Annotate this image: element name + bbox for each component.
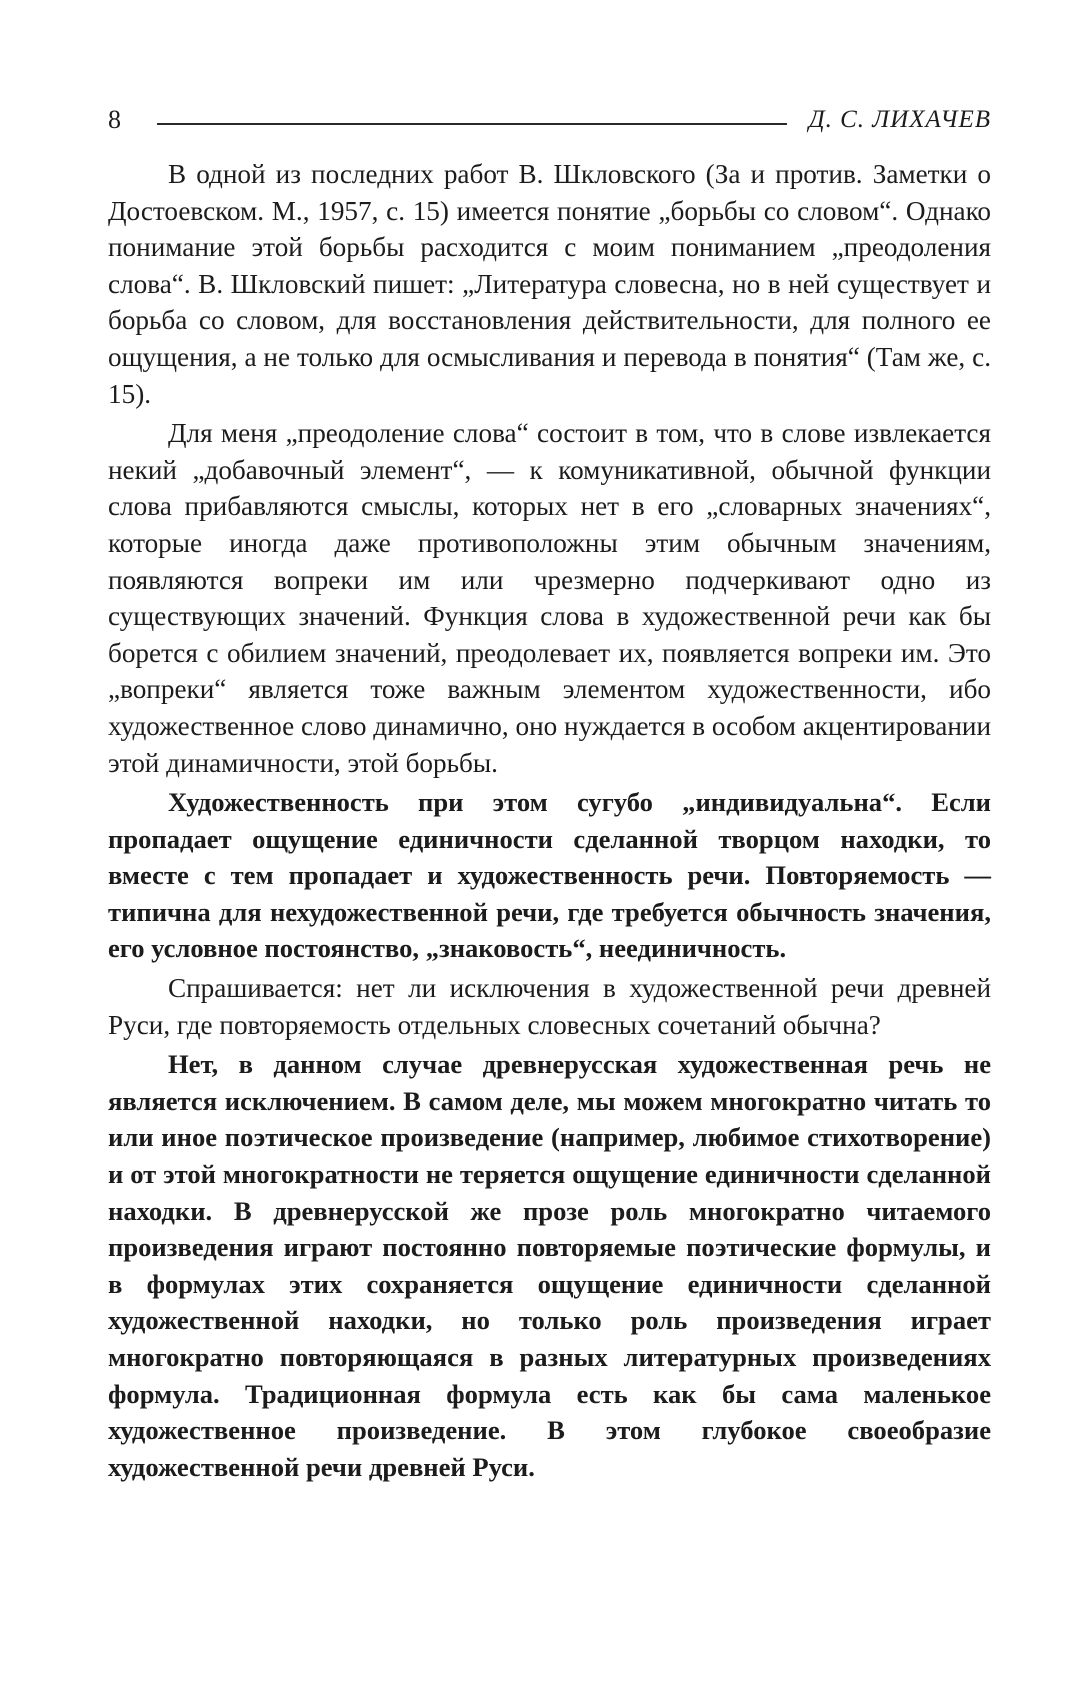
body-text xyxy=(108,156,991,1485)
paragraph-1: В одной из последних работ В. Шкловского (За и против. Заметки о Достоевском. М., 1957, с. 15) имеется понятие „борьбы со словом“. Однако понимание этой борьбы расходится с моим пониманием „преодоления слова“. В. Шкловский пишет: „Литература словесна, но в ней существует и борьба со словом, для восстановления действительности, для полного ее ощущения, а не только для осмысливания и перевода в понятия“ (Там же, с. 15). xyxy=(108,159,991,409)
running-head-author: Д. С. ЛИХАЧЕВ xyxy=(808,106,991,133)
paragraph-4: Спрашивается: нет ли исключения в художественной речи древней Руси, где повторяемость отдельных словесных сочетаний обычна? xyxy=(108,973,991,1040)
paragraph-3: Художественность при этом сугубо „индивидуальна“. Если пропадает ощущение единичности сделанной творцом находки, то вместе с тем пропадает и художественность речи. Повторяемость — типична для нехудожественной речи, где требуется обычность значения, его условное постоянство, „знаковость“, неединичность. xyxy=(108,787,991,964)
header-rule xyxy=(157,123,787,125)
paragraph-5: Нет, в данном случае древнерусская художественная речь не является исключением. В самом деле, мы можем многократно читать то или иное поэтическое произведение (например, любимое стихотворение) и от этой многократности не теряется ощущение единичности сделанной находки. В древнерусской же прозе роль многократно читаемого произведения играют постоянно повторяемые поэтические формулы, и в формулах этих сохраняется ощущение единичности сделанной художественной находки, но только роль произведения играет многократно повторяющаяся в разных литературных произведениях формула. Традиционная формула есть как бы сама маленькое художественное произведение. В этом глубокое своеобразие художественной речи древней Руси. xyxy=(108,1049,991,1482)
page-number: 8 xyxy=(108,105,121,134)
running-head xyxy=(108,100,991,140)
paragraph-2: Для меня „преодоление слова“ состоит в том, что в слове извлекается некий „добавочный элемент“, — к комуникативной, обычной функции слова прибавляются смыслы, которых нет в его „словарных значениях“, которые иногда даже противоположны этим обычным значениям, появляются вопреки им или чрезмерно подчеркивают одно из существующих значений. Функция слова в художественной речи как бы борется с обилием значений, преодолевает их, появляется вопреки им. Это „вопреки“ является тоже важным элементом художественности, ибо художественное слово динамично, оно нуждается в особом акцентировании этой динамичности, этой борьбы. xyxy=(108,418,991,778)
